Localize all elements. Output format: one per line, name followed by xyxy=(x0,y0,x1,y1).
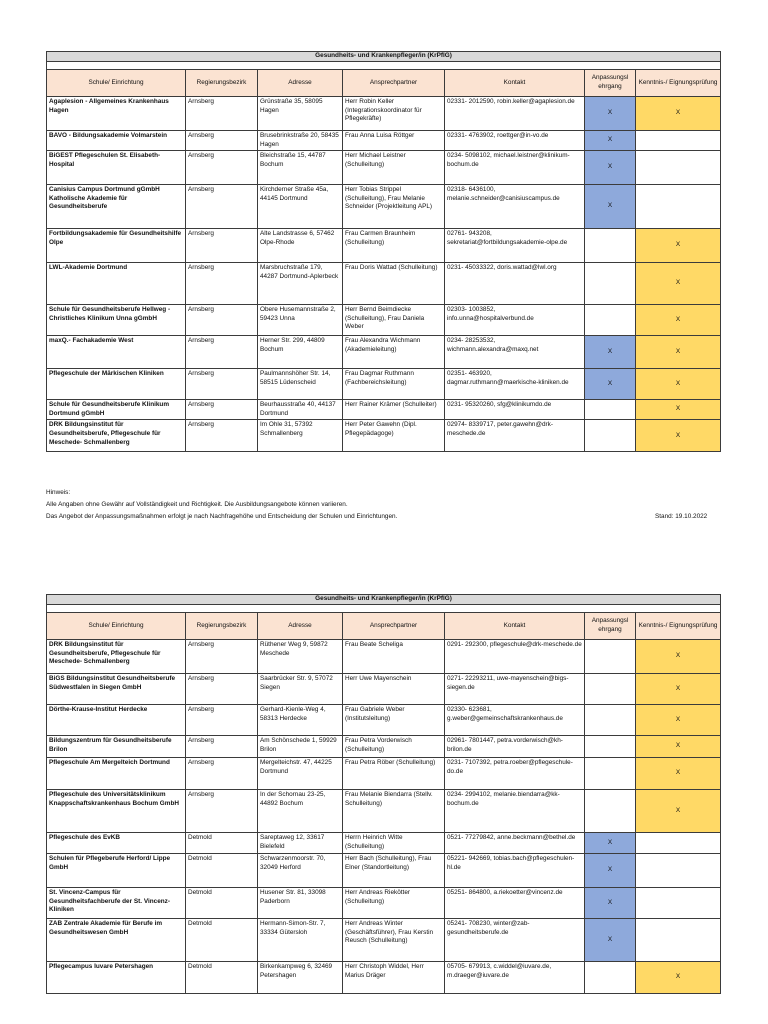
table-cell-exam: X xyxy=(636,790,721,833)
table-cell-adaptation: X xyxy=(585,131,636,151)
header-district: Regierungsbezirk xyxy=(186,613,258,640)
table-row xyxy=(47,705,721,736)
table-cell-school: Pflegeschule des EvKB xyxy=(47,833,186,854)
table-cell-district: Arnsberg xyxy=(186,151,258,185)
table-cell-adaptation: X xyxy=(585,888,636,919)
table-cell-school: BiGEST Pflegeschulen St. Elisabeth-Hospital xyxy=(47,151,186,185)
header-contact: Kontakt xyxy=(445,613,585,640)
table-cell-school: maxQ.- Fachakademie West xyxy=(47,336,186,369)
table-cell-school: Schule für Gesundheitsberufe Hellweg - Christliches Klinikum Unna gGmbH xyxy=(47,305,186,336)
table-cell-adaptation: X xyxy=(585,336,636,369)
table-cell-school: DRK Bildungsinstitut für Gesundheitsberufe, Pflegeschule für Meschede- Schmallenberg xyxy=(47,420,186,452)
table-cell-contact-person: Herr Christoph Widdel, Herr Marius Dräger xyxy=(343,962,445,994)
table-row xyxy=(47,336,721,369)
table-title: Gesundheits- und Krankenpfleger/in (KrPflG) xyxy=(47,52,721,62)
table-row xyxy=(47,833,721,854)
table-1 xyxy=(46,51,721,452)
header-adaptation: Anpassungsl ehrgang xyxy=(585,613,636,640)
table-cell-exam xyxy=(636,185,721,229)
table-cell-district: Arnsberg xyxy=(186,674,258,705)
table-cell-school: ZAB Zentrale Akademie für Berufe im Gesundheitswesen GmbH xyxy=(47,919,186,962)
table-cell-district: Arnsberg xyxy=(186,185,258,229)
header-row xyxy=(47,70,721,97)
table-cell-address: Grünstraße 35, 58095 Hagen xyxy=(258,97,343,131)
table-cell-district: Arnsberg xyxy=(186,97,258,131)
table-row xyxy=(47,369,721,400)
table-row xyxy=(47,131,721,151)
table-cell-contact: 02351- 463920, dagmar.ruthmann@maerkische-kliniken.de xyxy=(445,369,585,400)
table-row xyxy=(47,736,721,758)
table-cell-school: Pflegeschule des Universitätsklinikum Knappschaftskrankenhaus Bochum GmbH xyxy=(47,790,186,833)
table-cell-contact: 0234- 2994102, melanie.biendarra@kk-bochum.de xyxy=(445,790,585,833)
table-cell-contact: 05241- 708230, winter@zab-gesundheitsberufe.de xyxy=(445,919,585,962)
table-cell-adaptation xyxy=(585,736,636,758)
table-cell-contact: 02961- 7801447, petra.vorderwisch@kh-brilon.de xyxy=(445,736,585,758)
table-cell-exam: X xyxy=(636,674,721,705)
header-row xyxy=(47,613,721,640)
table-cell-contact-person: Herr Peter Gawehn (Dipl. Pflegepädagoge) xyxy=(343,420,445,452)
table-cell-contact: 0231- 45033322, doris.wattad@lwl.org xyxy=(445,263,585,305)
table-cell-contact: 0234- 5098102, michael.leistner@klinikum-bochum.de xyxy=(445,151,585,185)
table-cell-exam: X xyxy=(636,640,721,674)
table-row xyxy=(47,420,721,452)
table-cell-district: Detmold xyxy=(186,919,258,962)
table-cell-school: Schule für Gesundheitsberufe Klinikum Dortmund gGmbH xyxy=(47,400,186,420)
header-address: Adresse xyxy=(258,70,343,97)
table-cell-district: Arnsberg xyxy=(186,369,258,400)
table-cell-district: Arnsberg xyxy=(186,420,258,452)
table-cell-district: Arnsberg xyxy=(186,400,258,420)
header-exam: Kenntnis-/ Eignungsprüfung xyxy=(636,613,721,640)
table-cell-adaptation xyxy=(585,263,636,305)
table-cell-address: Paulmannshöher Str. 14, 58515 Lüdenscheid xyxy=(258,369,343,400)
table-cell-school: LWL-Akademie Dortmund xyxy=(47,263,186,305)
table-cell-address: Saarbrücker Str. 9, 57072 Siegen xyxy=(258,674,343,705)
table-cell-contact: 05705- 679913, c.widdel@iuvare.de, m.draeger@iuvare.de xyxy=(445,962,585,994)
table-cell-exam xyxy=(636,854,721,888)
table-cell-adaptation xyxy=(585,420,636,452)
header-school: Schule/ Einrichtung xyxy=(47,613,186,640)
table-cell-district: Arnsberg xyxy=(186,229,258,263)
status-date: Stand: 19.10.2022 xyxy=(655,513,708,520)
table-cell-adaptation xyxy=(585,674,636,705)
table-cell-adaptation xyxy=(585,962,636,994)
table-cell-district: Detmold xyxy=(186,833,258,854)
header-address: Adresse xyxy=(258,613,343,640)
table-cell-contact: 05221- 942669, tobias.bach@pflegeschulen-hl.de xyxy=(445,854,585,888)
table-cell-address: In der Schornau 23-25, 44892 Bochum xyxy=(258,790,343,833)
header-school: Schule/ Einrichtung xyxy=(47,70,186,97)
table-cell-address: Birkenkampweg 6, 32469 Petershagen xyxy=(258,962,343,994)
table-cell-contact-person: Herr Michael Leistner (Schulleitung) xyxy=(343,151,445,185)
table-cell-contact: 0521- 77279842, anne.beckmann@bethel.de xyxy=(445,833,585,854)
table-cell-school: Bildungszentrum für Gesundheitsberufe Brilon xyxy=(47,736,186,758)
table-cell-adaptation xyxy=(585,640,636,674)
table-cell-school: Agaplesion - Allgemeines Krankenhaus Hagen xyxy=(47,97,186,131)
table-cell-adaptation xyxy=(585,229,636,263)
table-row xyxy=(47,263,721,305)
table-cell-district: Arnsberg xyxy=(186,705,258,736)
table-cell-contact-person: Herrn Heinrich Witte (Schulleitung) xyxy=(343,833,445,854)
table-cell-address: Bleichstraße 15, 44787 Bochum xyxy=(258,151,343,185)
table-cell-address: Mergelteichstr. 47, 44225 Dortmund xyxy=(258,758,343,790)
table-cell-contact: 0231- 7107392, petra.roeber@pflegeschule-do.de xyxy=(445,758,585,790)
table-cell-exam: X xyxy=(636,97,721,131)
table-cell-contact: 02318- 6436100, melanie.schneider@canisiuscampus.de xyxy=(445,185,585,229)
table-cell-contact: 0234- 28253532, wichmann.alexandra@maxq.net xyxy=(445,336,585,369)
table-row xyxy=(47,151,721,185)
table-cell-exam xyxy=(636,919,721,962)
table-cell-exam: X xyxy=(636,305,721,336)
table-cell-contact-person: Frau Carmen Braunheim (Schulleitung) xyxy=(343,229,445,263)
table-cell-school: Schulen für Pflegeberufe Herford/ Lippe GmbH xyxy=(47,854,186,888)
table-cell-contact-person: Frau Doris Wattad (Schulleitung) xyxy=(343,263,445,305)
table-cell-exam: X xyxy=(636,400,721,420)
table-cell-adaptation xyxy=(585,705,636,736)
table-row xyxy=(47,674,721,705)
table-cell-adaptation: X xyxy=(585,854,636,888)
note-hint: Hinweis: xyxy=(46,489,71,496)
table-cell-school: Dörthe-Krause-Institut Herdecke xyxy=(47,705,186,736)
table-cell-district: Arnsberg xyxy=(186,305,258,336)
table-cell-exam: X xyxy=(636,336,721,369)
table-cell-adaptation: X xyxy=(585,369,636,400)
table-cell-exam xyxy=(636,833,721,854)
table-row xyxy=(47,888,721,919)
table-cell-exam: X xyxy=(636,705,721,736)
table-cell-district: Arnsberg xyxy=(186,336,258,369)
table-cell-district: Arnsberg xyxy=(186,131,258,151)
table-cell-address: Im Ohle 31, 57392 Schmallenberg xyxy=(258,420,343,452)
table-cell-district: Arnsberg xyxy=(186,640,258,674)
header-exam: Kenntnis-/ Eignungsprüfung xyxy=(636,70,721,97)
table-row xyxy=(47,640,721,674)
note-line-1: Alle Angaben ohne Gewähr auf Vollständigkeit und Richtigkeit. Die Ausbildungsangebote können variieren. xyxy=(46,501,348,508)
table-cell-exam xyxy=(636,151,721,185)
table-cell-exam xyxy=(636,131,721,151)
table-cell-school: Pflegecampus Iuvare Petershagen xyxy=(47,962,186,994)
table-cell-exam: X xyxy=(636,229,721,263)
table-cell-address: Rüthener Weg 9, 59872 Meschede xyxy=(258,640,343,674)
table-cell-adaptation: X xyxy=(585,919,636,962)
table-cell-address: Husener Str. 81, 33098 Paderborn xyxy=(258,888,343,919)
table-cell-school: Pflegeschule der Märkischen Kliniken xyxy=(47,369,186,400)
table-cell-district: Arnsberg xyxy=(186,263,258,305)
table-cell-adaptation xyxy=(585,790,636,833)
header-contact-person: Ansprechpartner xyxy=(343,70,445,97)
table-cell-address: Beurhausstraße 40, 44137 Dortmund xyxy=(258,400,343,420)
table-cell-exam: X xyxy=(636,736,721,758)
table-cell-district: Detmold xyxy=(186,888,258,919)
table-cell-contact-person: Frau Dagmar Ruthmann (Fachbereichsleitung) xyxy=(343,369,445,400)
table-cell-address: Schwarzenmoorstr. 70, 32049 Herford xyxy=(258,854,343,888)
table-cell-adaptation xyxy=(585,758,636,790)
table-cell-address: Brusebrinkstraße 20, 58435 Hagen xyxy=(258,131,343,151)
table-cell-exam: X xyxy=(636,758,721,790)
table-row xyxy=(47,305,721,336)
table-cell-contact-person: Herr Uwe Mayenschein xyxy=(343,674,445,705)
table-cell-exam xyxy=(636,888,721,919)
table-cell-contact-person: Herr Andreas Winter (Geschäftsführer), Frau Kerstin Reusch (Schulleitung) xyxy=(343,919,445,962)
table-cell-district: Arnsberg xyxy=(186,736,258,758)
table-cell-adaptation xyxy=(585,305,636,336)
table-cell-district: Detmold xyxy=(186,854,258,888)
table-cell-contact-person: Herr Rainer Krämer (Schulleiter) xyxy=(343,400,445,420)
table-row xyxy=(47,229,721,263)
table-cell-district: Detmold xyxy=(186,962,258,994)
table-cell-contact-person: Herr Bach (Schulleitung), Frau Elner (Standortleitung) xyxy=(343,854,445,888)
table-cell-contact: 05251- 864800, a.riekoetter@vincenz.de xyxy=(445,888,585,919)
table-cell-address: Herner Str. 299, 44809 Bochum xyxy=(258,336,343,369)
table-row xyxy=(47,185,721,229)
table-cell-contact: 02974- 8339717, peter.gawehn@drk-meschede.de xyxy=(445,420,585,452)
table-cell-contact: 0291- 292300, pflegeschule@drk-meschede.de xyxy=(445,640,585,674)
header-contact-person: Ansprechpartner xyxy=(343,613,445,640)
table-cell-exam: X xyxy=(636,962,721,994)
table-cell-adaptation: X xyxy=(585,97,636,131)
table-cell-exam: X xyxy=(636,420,721,452)
table-cell-address: Kirchderner Straße 45a, 44145 Dortmund xyxy=(258,185,343,229)
table-cell-contact-person: Frau Petra Vorderwisch (Schulleitung) xyxy=(343,736,445,758)
table-cell-address: Gerhard-Kienle-Weg 4, 58313 Herdecke xyxy=(258,705,343,736)
table-cell-contact: 02330- 623681, g.weber@gemeinschaftskrankenhaus.de xyxy=(445,705,585,736)
table-row xyxy=(47,919,721,962)
note-line-2: Das Angebot der Anpassungsmaßnahmen erfolgt je nach Nachfragehöhe und Entscheidung der Schulen und Einrichtungen. xyxy=(46,513,398,520)
table-cell-school: Fortbildungsakademie für Gesundheitshilfe Olpe xyxy=(47,229,186,263)
table-cell-contact-person: Frau Gabriele Weber (Institutsleitung) xyxy=(343,705,445,736)
table-cell-exam: X xyxy=(636,369,721,400)
table-row xyxy=(47,400,721,420)
table-cell-contact-person: Herr Robin Keller (Integrationskoordinator für Pflegekräfte) xyxy=(343,97,445,131)
table-cell-contact-person: Herr Tobias Strippel (Schulleitung), Frau Melanie Schneider (Projektleitung APL) xyxy=(343,185,445,229)
header-adaptation: Anpassungsl ehrgang xyxy=(585,70,636,97)
table-cell-address: Alte Landstrasse 6, 57462 Olpe-Rhode xyxy=(258,229,343,263)
table-cell-school: Pflegeschule Am Mergelteich Dortmund xyxy=(47,758,186,790)
table-cell-address: Hermann-Simon-Str. 7, 33334 Gütersloh xyxy=(258,919,343,962)
table-row xyxy=(47,962,721,994)
table-cell-address: Am Schönschede 1, 59929 Brilon xyxy=(258,736,343,758)
table-cell-contact-person: Frau Petra Röber (Schulleitung) xyxy=(343,758,445,790)
table-cell-exam: X xyxy=(636,263,721,305)
table-cell-contact: 0231- 95320260, sfg@klinikumdo.de xyxy=(445,400,585,420)
table-cell-contact-person: Frau Alexandra Wichmann (Akademieleitung) xyxy=(343,336,445,369)
table-row xyxy=(47,854,721,888)
header-contact: Kontakt xyxy=(445,70,585,97)
table-title: Gesundheits- und Krankenpfleger/in (KrPflG) xyxy=(47,595,721,605)
table-cell-contact-person: Herr Bernd Beimdiecke (Schulleitung), Frau Daniela Weber xyxy=(343,305,445,336)
table-cell-school: St. Vincenz-Campus für Gesundheitsfachberufe der St. Vincenz-Kliniken xyxy=(47,888,186,919)
table-cell-adaptation: X xyxy=(585,185,636,229)
table-cell-contact-person: Frau Melanie Biendarra (Stellv. Schulleitung) xyxy=(343,790,445,833)
table-cell-contact-person: Herr Andreas Riekötter (Schulleitung) xyxy=(343,888,445,919)
table-cell-adaptation: X xyxy=(585,151,636,185)
table-cell-school: BAVO - Bildungsakademie Volmarstein xyxy=(47,131,186,151)
table-cell-contact: 02761- 943208, sekretariat@fortbildungsakademie-olpe.de xyxy=(445,229,585,263)
table-cell-school: Canisius Campus Dortmund gGmbH Katholische Akademie für Gesundheitsberufe xyxy=(47,185,186,229)
table-title-row xyxy=(47,595,721,605)
table-cell-adaptation xyxy=(585,400,636,420)
table-cell-address: Marsbruchstraße 179, 44287 Dortmund-Aplerbeck xyxy=(258,263,343,305)
table-cell-contact: 0271- 22293211, uwe-mayenschein@bigs-siegen.de xyxy=(445,674,585,705)
table-2 xyxy=(46,594,721,994)
table-cell-district: Arnsberg xyxy=(186,790,258,833)
table-cell-address: Obere Husemannstraße 2, 59423 Unna xyxy=(258,305,343,336)
table-cell-contact-person: Frau Beate Scheliga xyxy=(343,640,445,674)
table-cell-school: BiGS Bildungsinstitut Gesundheitsberufe Südwestfalen in Siegen GmbH xyxy=(47,674,186,705)
table-row xyxy=(47,758,721,790)
table-cell-contact-person: Frau Anna Luisa Röttger xyxy=(343,131,445,151)
table-cell-district: Arnsberg xyxy=(186,758,258,790)
table-title-row xyxy=(47,52,721,62)
table-row xyxy=(47,790,721,833)
header-district: Regierungsbezirk xyxy=(186,70,258,97)
table-cell-adaptation: X xyxy=(585,833,636,854)
table-cell-school: DRK Bildungsinstitut für Gesundheitsberufe, Pflegeschule für Meschede- Schmallenberg xyxy=(47,640,186,674)
table-cell-contact: 02331- 2012590, robin.keller@agaplesion.de xyxy=(445,97,585,131)
table-row xyxy=(47,97,721,131)
table-cell-contact: 02331- 4763902, roettger@in-vo.de xyxy=(445,131,585,151)
table-cell-contact: 02303- 1003852, info.unna@hospitalverbund.de xyxy=(445,305,585,336)
table-cell-address: Sareptaweg 12, 33617 Bielefeld xyxy=(258,833,343,854)
